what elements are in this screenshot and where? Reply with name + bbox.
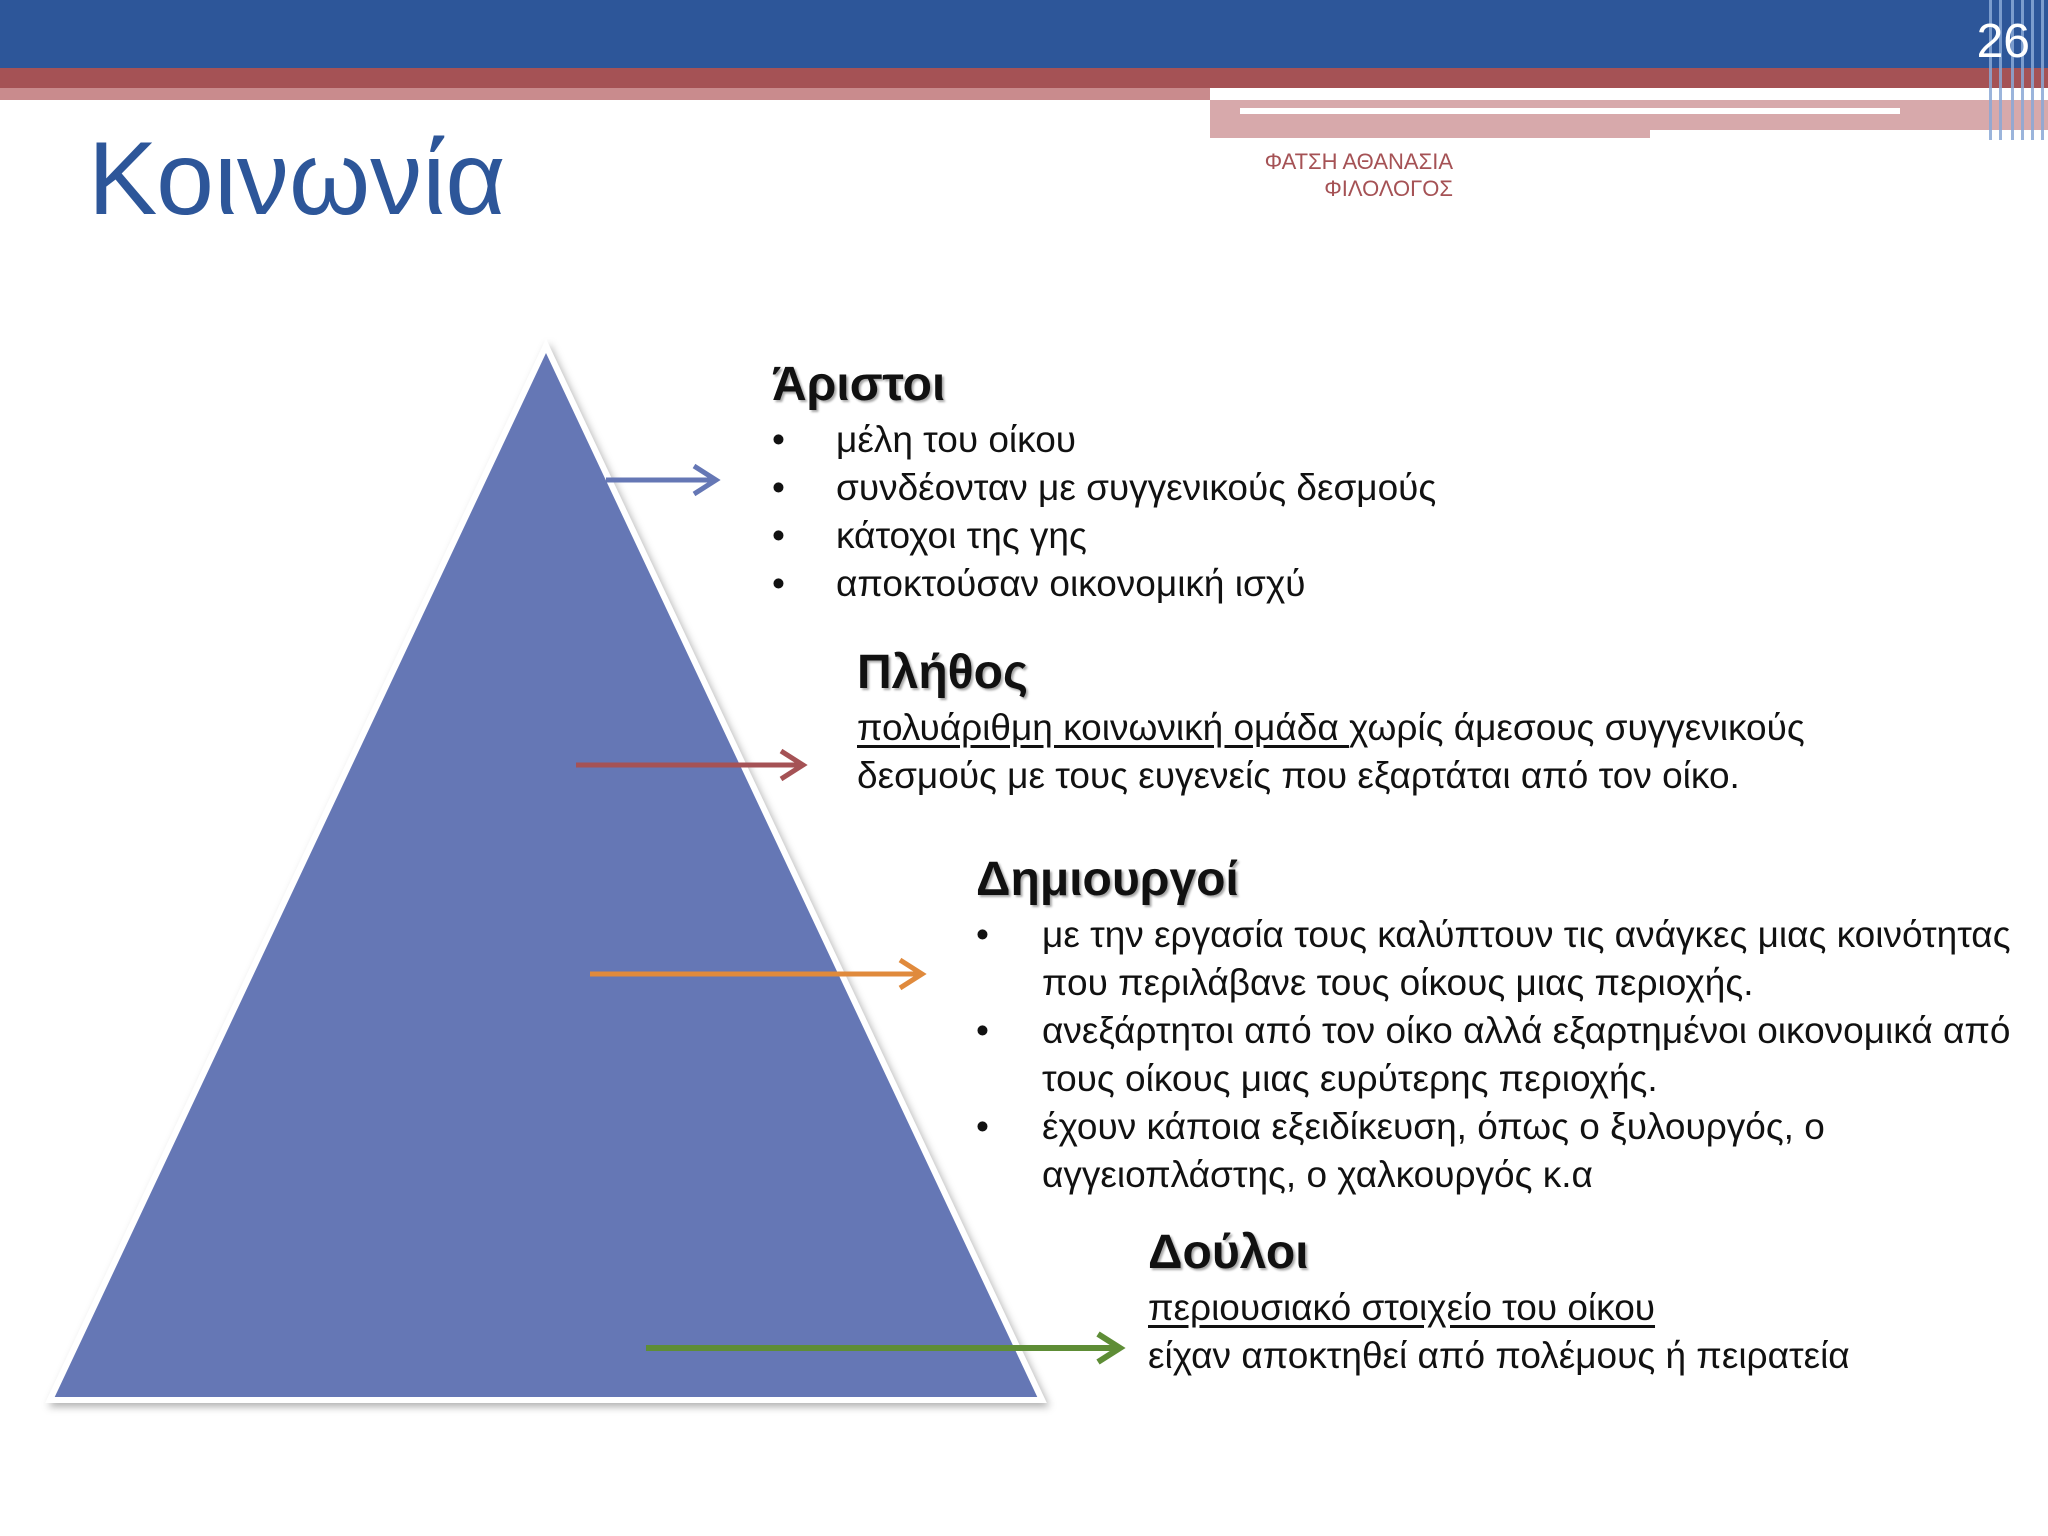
heading-douloi: Δούλοι: [1148, 1226, 1309, 1279]
list-item-text: αποκτούσαν οικονομική ισχύ: [836, 563, 1306, 604]
heading-aristoi: Άριστοι: [772, 358, 946, 411]
plithos-rest: χωρίς άμεσους συγγενικούς: [1349, 707, 1805, 748]
list-item: [772, 560, 1436, 608]
douloi-line-1: [1148, 1284, 1850, 1332]
plithos-line-1: [857, 704, 1805, 752]
list-item: [976, 1103, 2036, 1199]
list-item-text: με την εργασία τους καλύπτουν τις ανάγκες μιας κοινότητας που περιλάβανε τους οίκους μιας περιοχής.: [1042, 914, 2011, 1003]
author-name: ΦΑΤΣΗ ΑΘΑΝΑΣΙΑ: [1264, 149, 1453, 174]
bullet-icon: •: [772, 515, 785, 556]
section-douloi: [1148, 1226, 1850, 1380]
aristoi-list: [772, 416, 1436, 608]
douloi-underlined: περιουσιακό στοιχείο του οίκου: [1148, 1287, 1656, 1328]
plithos-underlined: πολυάριθμη κοινωνική ομάδα: [857, 707, 1350, 748]
bullet-icon: •: [772, 419, 785, 460]
heading-plithos: Πλήθος: [857, 646, 1028, 699]
list-item: [976, 911, 2036, 1007]
bullet-icon: •: [772, 563, 785, 604]
section-dimiourgoi: [976, 853, 2036, 1199]
heading-dimiourgoi: Δημιουργοί: [976, 853, 1239, 906]
slide-title: Κοινωνία: [88, 121, 506, 237]
bullet-icon: •: [976, 1106, 989, 1147]
list-item-text: συνδέονταν με συγγενικούς δεσμούς: [836, 467, 1437, 508]
plithos-line-2: δεσμούς με τους ευγενείς που εξαρτάται από τον οίκο.: [857, 755, 1740, 796]
bullet-icon: •: [772, 467, 785, 508]
list-item: [772, 512, 1436, 560]
list-item: [772, 464, 1436, 512]
douloi-line-2: είχαν αποκτηθεί από πολέμους ή πειρατεία: [1148, 1335, 1850, 1376]
dimiourgoi-list: [976, 911, 2036, 1199]
list-item: [976, 1007, 2036, 1103]
bullet-icon: •: [976, 1010, 989, 1051]
list-item-text: μέλη του οίκου: [836, 419, 1077, 460]
bullet-icon: •: [976, 914, 989, 955]
section-plithos: [857, 646, 1805, 800]
list-item-text: κάτοχοι της γης: [836, 515, 1087, 556]
section-aristoi: [772, 358, 1436, 608]
slide-number: 26: [1976, 15, 2030, 68]
list-item-text: ανεξάρτητοι από τον οίκο αλλά εξαρτημένοι οικονομικά από τους οίκους μιας ευρύτερης περιοχής.: [1042, 1010, 2011, 1099]
list-item-text: έχουν κάποια εξειδίκευση, όπως ο ξυλουργός, ο αγγειοπλάστης, ο χαλκουργός κ.α: [1042, 1106, 1825, 1195]
list-item: [772, 416, 1436, 464]
arrow-aristoi: [606, 466, 716, 494]
author-role: ΦΙΛΟΛΟΓΟΣ: [1324, 176, 1453, 201]
